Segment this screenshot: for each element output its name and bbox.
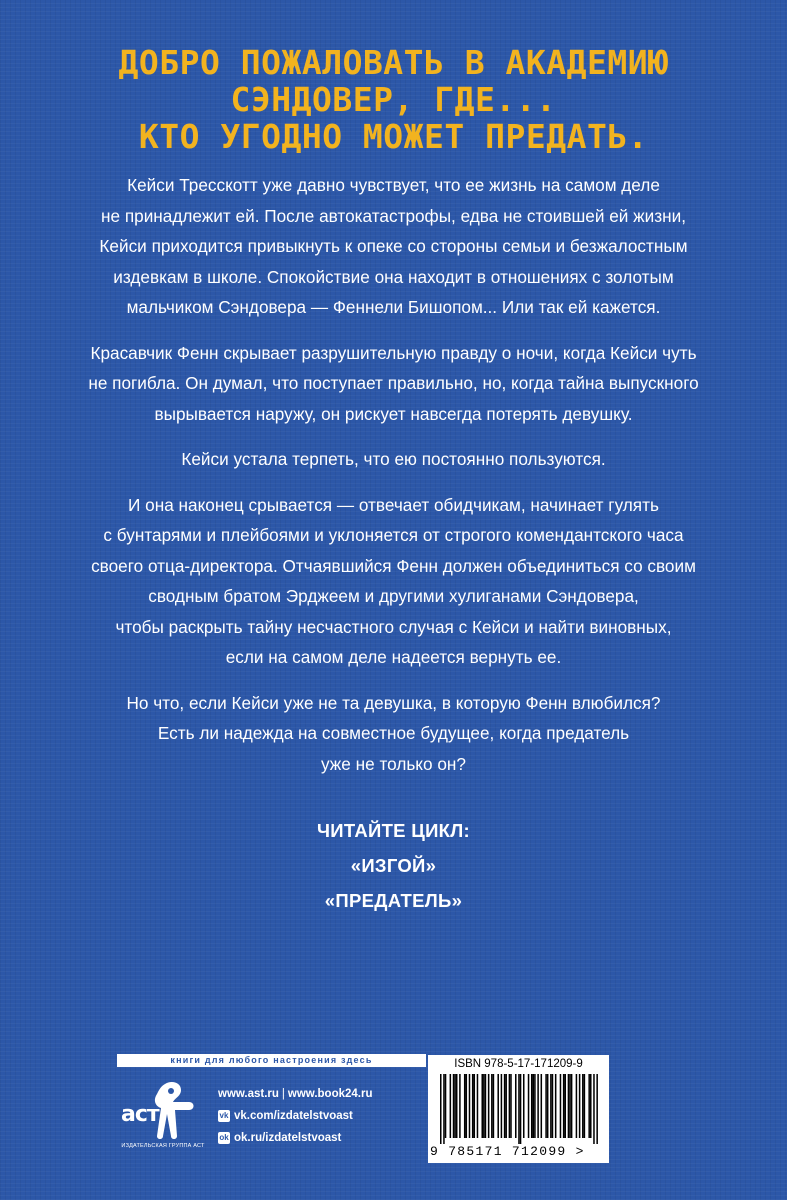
vk-link-row[interactable] <box>218 1105 428 1127</box>
barcode-bar <box>515 1074 517 1138</box>
logo-caption: ИЗДАТЕЛЬСКАЯ ГРУППА АСТ <box>121 1143 205 1149</box>
barcode-bar <box>593 1074 595 1144</box>
barcode-bar <box>510 1074 512 1138</box>
barcode-bar <box>481 1074 483 1138</box>
barcode-bar <box>454 1074 456 1138</box>
blurb-line: сводным братом Эрджеем и другими хулиганами Сэндовера, <box>148 586 639 606</box>
blurb-line: мальчиком Сэндовера — Феннели Бишопом... Или так ей кажется. <box>126 297 661 317</box>
blurb-line: И она наконец срывается — отвечает обидчикам, начинает гулять <box>128 494 659 515</box>
barcode-bar <box>569 1074 571 1138</box>
blurb-line: с бунтарями и плейбоями и уклоняется от строгого комендантского часа <box>103 525 684 545</box>
barcode <box>440 1074 598 1144</box>
barcode-bar <box>531 1074 533 1138</box>
barcode-bar <box>483 1074 485 1138</box>
series-book-1: «ИЗГОЙ» <box>350 855 437 876</box>
barcode-bar <box>509 1074 511 1138</box>
barcode-bar <box>528 1074 530 1138</box>
blurb-line: чтобы раскрыть тайну несчастного случая с Кейси и найти виновных, <box>115 616 672 637</box>
site-link-book24[interactable]: www.book24.ru <box>287 1088 373 1100</box>
vk-link[interactable]: vk.com/izdatelstvoast <box>234 1110 353 1122</box>
barcode-bar <box>537 1074 539 1138</box>
barcode-bar <box>443 1074 445 1144</box>
barcode-bar <box>564 1074 566 1138</box>
barcode-bar <box>560 1074 562 1138</box>
barcode-bar <box>501 1074 503 1138</box>
barcode-bar <box>472 1074 474 1138</box>
blurb-line: издевкам в школе. Спокойствие она находит в отношениях с золотым <box>113 266 674 287</box>
site-link-ast[interactable]: www.ast.ru <box>218 1088 279 1100</box>
barcode-bar <box>563 1074 565 1138</box>
barcode-bar <box>596 1074 598 1144</box>
barcode-bar <box>571 1074 573 1138</box>
barcode-bar <box>453 1074 455 1138</box>
vk-icon: vk <box>219 1111 229 1120</box>
blurb-paragraph-5 <box>40 688 747 780</box>
headline-line-1: ДОБРО ПОЖАЛОВАТЬ В АКАДЕМИЮ <box>118 43 669 82</box>
headline <box>0 44 787 155</box>
barcode-bar <box>523 1074 525 1138</box>
barcode-bar <box>533 1074 535 1138</box>
publisher-tagline: книги для любого настроения здесь <box>117 1054 426 1067</box>
barcode-bar <box>493 1074 495 1138</box>
ok-link[interactable]: ok.ru/izdatelstvoast <box>234 1132 342 1144</box>
barcode-bar <box>582 1074 584 1138</box>
headline-line-3: КТО УГОДНО МОЖЕТ ПРЕДАТЬ. <box>138 117 649 156</box>
barcode-bar <box>450 1074 452 1138</box>
barcode-bar <box>588 1074 590 1138</box>
barcode-panel <box>428 1055 609 1163</box>
series-heading: ЧИТАЙТЕ ЦИКЛ: <box>316 820 470 841</box>
blurb-line: Но что, если Кейси уже не та девушка, в которую Фенн влюбился? <box>126 692 661 713</box>
barcode-bar <box>541 1074 543 1138</box>
blurb-line: если на самом деле надеется вернуть ее. <box>225 647 562 667</box>
blurb-line: Кейси Тресскотт уже давно чувствует, что ее жизнь на самом деле <box>127 175 660 195</box>
blurb-line: не погибла. Он думал, что поступает правильно, но, когда тайна выпускного <box>88 373 699 393</box>
barcode-bar <box>518 1074 520 1144</box>
blurb-paragraph-1 <box>40 170 747 323</box>
barcode-bar <box>579 1074 581 1138</box>
blurb-line: Кейси приходится привыкнуть к опеке со стороны семьи и безжалостным <box>99 236 688 256</box>
blurb-line: Есть ли надежда на совместное будущее, когда предатель <box>157 723 630 743</box>
blurb-line: вырывается наружу, он рискует навсегда потерять девушку. <box>154 403 633 424</box>
barcode-bar <box>497 1074 499 1138</box>
isbn-label: ISBN 978-5-17-171209-9 <box>454 1058 583 1070</box>
barcode-bar <box>584 1074 586 1138</box>
barcode-bar <box>555 1074 557 1138</box>
barcode-bar <box>477 1074 479 1138</box>
barcode-bar <box>456 1074 458 1138</box>
barcode-bar <box>488 1074 490 1138</box>
headline-line-2: СЭНДОВЕР, ГДЕ... <box>230 80 557 119</box>
barcode-bar <box>491 1074 493 1138</box>
series-book-2: «ПРЕДАТЕЛЬ» <box>324 890 463 911</box>
blurb <box>40 170 747 794</box>
blurb-paragraph-4 <box>40 490 747 673</box>
barcode-bar <box>485 1074 487 1138</box>
blurb-line: не принадлежит ей. После автокатастрофы, едва не стоившей ей жизни, <box>101 205 686 226</box>
ast-logo-text: аст <box>121 1102 159 1127</box>
barcode-bar <box>547 1074 549 1138</box>
blurb-line: уже не только он? <box>321 753 466 774</box>
barcode-bar <box>534 1074 536 1138</box>
ok-link-row[interactable] <box>218 1127 428 1149</box>
barcode-bar <box>590 1074 592 1138</box>
series-list <box>0 813 787 918</box>
publisher-links <box>218 1083 428 1149</box>
barcode-bar <box>440 1074 442 1144</box>
barcode-bar <box>505 1074 507 1138</box>
barcode-bar <box>520 1074 522 1144</box>
ast-logo <box>119 1080 207 1142</box>
barcode-bar <box>504 1074 506 1138</box>
barcode-bar <box>445 1074 447 1138</box>
barcode-digits: 9 785171 712099 > <box>430 1144 585 1159</box>
barcode-bar <box>469 1074 471 1138</box>
blurb-line: Красавчик Фенн скрывает разрушительную правду о ночи, когда Кейси чуть <box>90 342 697 363</box>
barcode-bar <box>550 1074 552 1138</box>
link-separator: | <box>281 1088 285 1100</box>
barcode-bar <box>552 1074 554 1138</box>
ok-icon: ok <box>219 1133 229 1142</box>
blurb-paragraph-3 <box>40 444 747 475</box>
blurb-paragraph-2 <box>40 338 747 430</box>
barcode-bar <box>545 1074 547 1138</box>
barcode-bar <box>474 1074 476 1138</box>
barcode-bar <box>568 1074 570 1138</box>
barcode-bar <box>464 1074 466 1138</box>
barcode-bar <box>466 1074 468 1138</box>
barcode-bar <box>576 1074 578 1138</box>
blurb-line: своего отца-директора. Отчаявшийся Фенн должен объединиться со своим <box>91 555 696 576</box>
blurb-line: Кейси устала терпеть, что ею постоянно пользуются. <box>181 449 606 469</box>
website-links <box>218 1083 428 1105</box>
barcode-bar <box>459 1074 461 1138</box>
